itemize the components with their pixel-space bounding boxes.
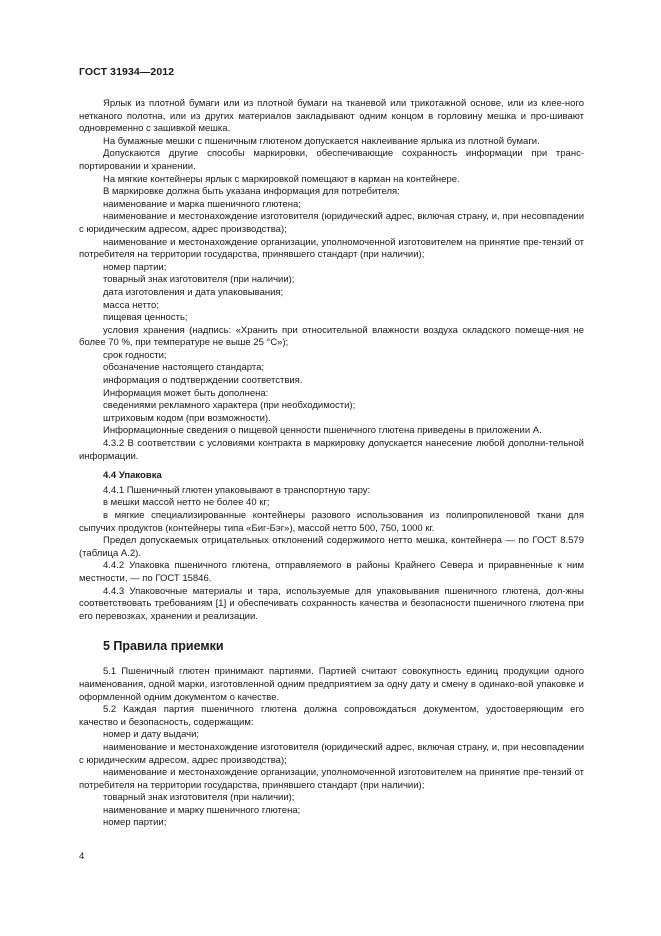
- paragraph: На бумажные мешки с пшеничным глютеном допускается наклеивание ярлыка из плотной бумаги.: [103, 135, 540, 147]
- subsection-title-packaging: 4.4 Упаковка: [103, 470, 162, 482]
- document-body: [79, 98, 584, 830]
- packaging-paragraphs: [79, 485, 584, 624]
- paragraph: товарный знак изготовителя (при наличии);: [103, 274, 295, 286]
- paragraph: Информационные сведения о пищевой ценности пшеничного глютена приведены в приложении А.: [103, 425, 542, 437]
- paragraph: в мешки массой нетто не более 40 кг;: [103, 497, 270, 509]
- paragraph: 4.4.2 Упаковка пшеничного глютена, отправляемого в районы Крайнего Севера и приравненные к ним местности, — по ГОСТ 15846.: [79, 560, 584, 584]
- paragraph: Допускаются другие способы маркировки, обеспечивающие сохранность информации при транс-портировании и хранении.: [79, 148, 584, 172]
- paragraph: 5.1 Пшеничный глютен принимают партиями. Партией считают совокупность единиц продукции одного наименования, одной марки, изготовленной одним предприятием за одну дату и смену в одинако-вой упаковке и оформленной одним документом о качестве.: [79, 666, 584, 703]
- page-number: 4: [79, 851, 85, 862]
- paragraph: 4.3.2 В соответствии с условиями контракта в маркировку допускается нанесение любой дополни-тельной информации.: [79, 438, 584, 462]
- acceptance-paragraphs: [79, 666, 584, 830]
- document-header: ГОСТ 31934—2012: [79, 66, 175, 78]
- paragraph: 4.4.1 Пшеничный глютен упаковывают в транспортную тару:: [103, 484, 371, 496]
- paragraph: дата изготовления и дата упаковывания;: [103, 286, 284, 298]
- paragraph: наименование и марка пшеничного глютена;: [103, 198, 301, 210]
- paragraph: масса нетто;: [103, 299, 159, 311]
- marking-paragraphs: [79, 98, 584, 463]
- paragraph: Информация может быть дополнена:: [103, 387, 269, 399]
- paragraph: 4.4.3 Упаковочные материалы и тара, используемые для упаковывания пшеничного глютена, дол-жны соответствовать требованиям [1] и обеспечивать сохранность качества и безопасности пшеничного глютена при его перевозках, хранении и реализации.: [79, 585, 584, 622]
- paragraph: товарный знак изготовителя (при наличии);: [103, 792, 295, 804]
- paragraph: условия хранения (надпись: «Хранить при относительной влажности воздуха складского помеще-ния не более 70 %, при температуре не выше 25 °С»);: [79, 324, 584, 349]
- paragraph: срок годности;: [103, 349, 167, 361]
- section-title-acceptance: 5 Правила приемки: [103, 639, 224, 654]
- paragraph: Ярлык из плотной бумаги или из плотной бумаги на тканевой или трикотажной основе, или из клее-ного нетканого полотна, или из других материалов закладывают одним концом в горловину мешка и про-шивают одновременно с зашивкой мешка.: [79, 98, 584, 135]
- paragraph: в мягкие специализированные контейнеры разового использования из полипропиленовой ткани для сыпучих продуктов (контейнеры типа «Биг-Бэг»), массой нетто 500, 750, 1000 кг.: [79, 510, 584, 534]
- paragraph: информация о подтверждении соответствия.: [103, 375, 303, 387]
- paragraph: номер партии;: [103, 261, 167, 273]
- paragraph: В маркировке должна быть указана информация для потребителя:: [103, 186, 400, 198]
- paragraph: номер и дату выдачи;: [103, 729, 200, 741]
- paragraph: номер партии;: [103, 817, 167, 829]
- paragraph: наименование и местонахождение организации, уполномоченной изготовителем на принятие пре-тензий от потребителя на территории государства, принявшего стандарт (при наличии);: [79, 767, 584, 791]
- paragraph: Предел допускаемых отрицательных отклонений содержимого нетто мешка, контейнера — по ГОСТ 8.579 (таблица А.2).: [79, 535, 584, 559]
- paragraph: наименование и марку пшеничного глютена;: [103, 804, 301, 816]
- paragraph: наименование и местонахождение изготовителя (юридический адрес, включая страну, и, при несовпадении с юридическим адресом, адрес производства);: [79, 211, 584, 235]
- paragraph: штриховым кодом (при возможности).: [103, 412, 271, 424]
- paragraph: пищевая ценность;: [103, 312, 188, 324]
- paragraph: 5.2 Каждая партия пшеничного глютена должна сопровождаться документом, удостоверяющим его качество и безопасность, содержащим:: [79, 704, 584, 728]
- paragraph: наименование и местонахождение организации, уполномоченной изготовителем на принятие пре-тензий от потребителя на территории государства, принявшего стандарт (при наличии);: [79, 236, 584, 261]
- paragraph: обозначение настоящего стандарта;: [103, 362, 265, 374]
- paragraph: наименование и местонахождение изготовителя (юридический адрес, включая страну, и, при несовпадении с юридическим адресом, адрес производства);: [79, 741, 584, 766]
- paragraph: сведениями рекламного характера (при необходимости);: [103, 400, 356, 412]
- paragraph: На мягкие контейнеры ярлык с маркировкой помещают в карман на контейнере.: [103, 173, 460, 185]
